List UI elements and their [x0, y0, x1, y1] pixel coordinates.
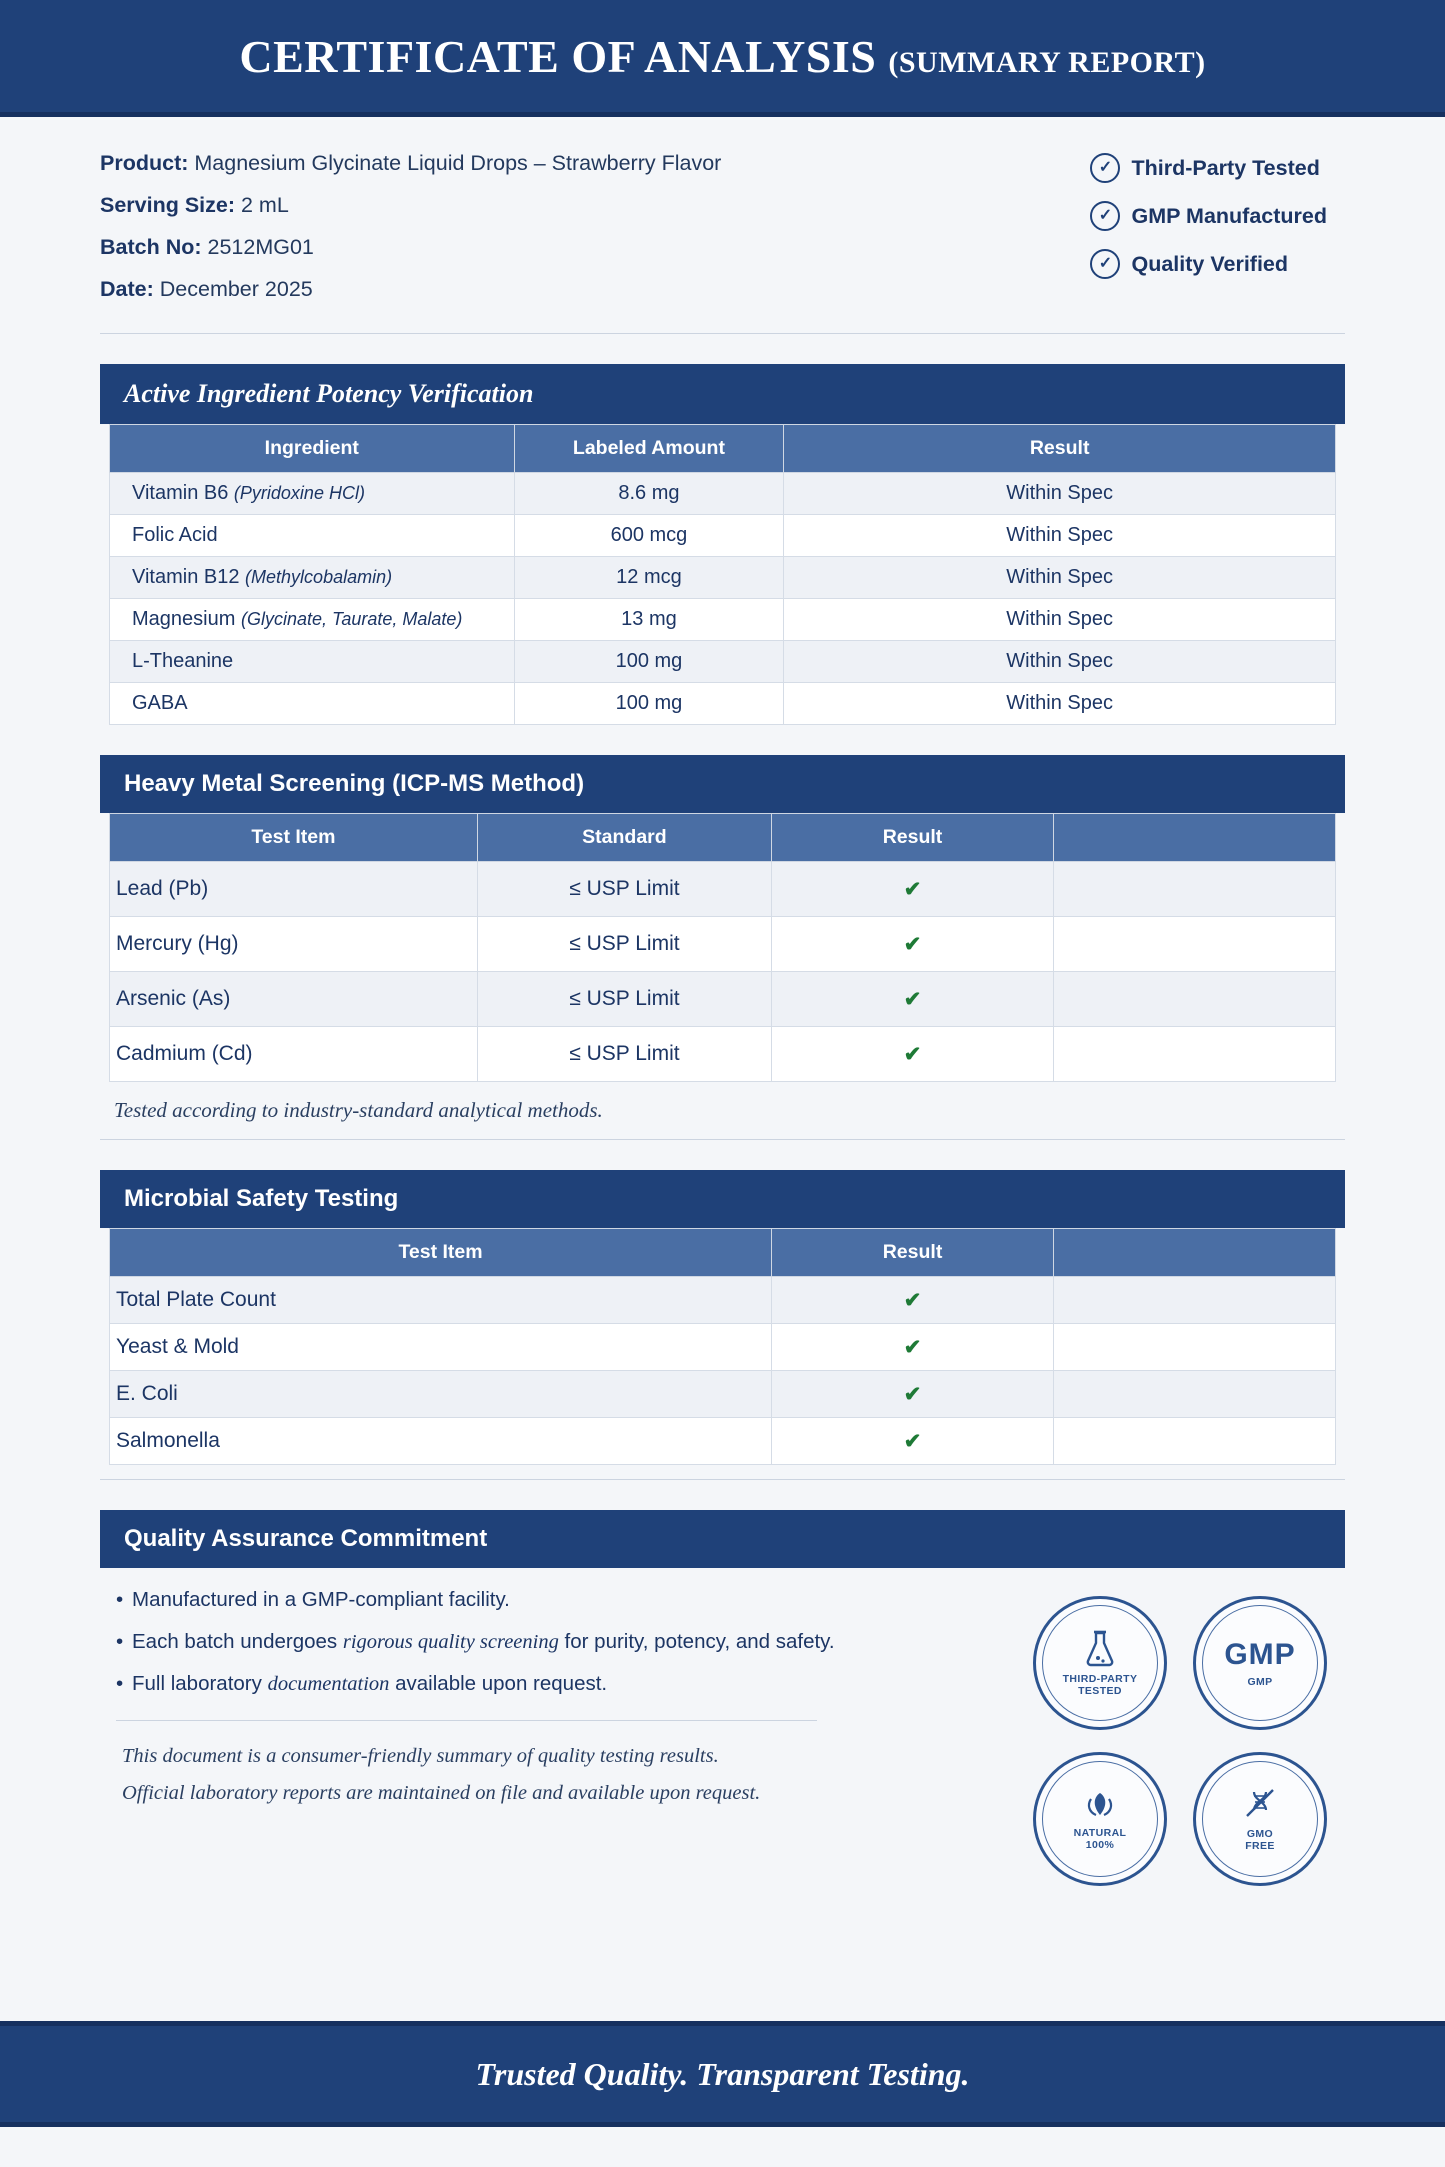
check-circle-icon: ✓ — [1090, 201, 1120, 231]
cell-amount: 8.6 mg — [514, 473, 784, 515]
table-row — [110, 683, 1336, 725]
table-row — [110, 641, 1336, 683]
document-footer — [0, 2021, 1445, 2127]
cell-test-item: Mercury (Hg) — [110, 917, 478, 972]
cell-ingredient — [110, 599, 515, 641]
heavy-metals-note: Tested according to industry-standard analytical methods. — [114, 1098, 603, 1122]
cell-amount: 13 mg — [514, 599, 784, 641]
seal-line-2: 100% — [1085, 1839, 1115, 1851]
col-result: Result — [784, 425, 1336, 473]
meta-label-serving-size: Serving Size: — [100, 193, 236, 217]
cell-standard: ≤ USP Limit — [477, 1027, 771, 1082]
ingredient-name: GABA — [132, 692, 188, 714]
seal-line-1: NATURAL — [1073, 1826, 1127, 1839]
cell-ingredient — [110, 557, 515, 599]
qa-bullet-text-after: available upon request. — [389, 1672, 608, 1695]
certification-seals — [1015, 1588, 1345, 1886]
cell-test-item: Arsenic (As) — [110, 972, 478, 1027]
pass-check-icon: ✔ — [772, 1324, 1054, 1371]
cell-standard: ≤ USP Limit — [477, 917, 771, 972]
third-party-tested-seal — [1033, 1596, 1167, 1730]
cell-test-item: Lead (Pb) — [110, 862, 478, 917]
table-row — [110, 515, 1336, 557]
badge-label: GMP Manufactured — [1131, 203, 1327, 228]
section-header-heavy-metals: Heavy Metal Screening (ICP-MS Method) — [100, 755, 1345, 813]
meta-label-batch-no: Batch No: — [100, 235, 202, 259]
pass-check-icon: ✔ — [772, 917, 1054, 972]
cell-ingredient — [110, 641, 515, 683]
leaf-icon — [1081, 1787, 1119, 1823]
ingredient-name: Folic Acid — [132, 524, 218, 546]
cell-amount: 12 mcg — [514, 557, 784, 599]
potency-table — [109, 424, 1336, 725]
flask-icon — [1083, 1629, 1117, 1669]
seal-line-2: FREE — [1245, 1840, 1275, 1852]
pass-check-icon: ✔ — [772, 862, 1054, 917]
pass-check-icon: ✔ — [772, 1371, 1054, 1418]
cell-test-item: Salmonella — [110, 1418, 772, 1465]
cell-test-item: Cadmium (Cd) — [110, 1027, 478, 1082]
table-row — [110, 1324, 1336, 1371]
cell-result: Within Spec — [784, 641, 1336, 683]
cell-result: Within Spec — [784, 515, 1336, 557]
meta-value-date: December 2025 — [159, 277, 313, 301]
seal-line-2: TESTED — [1078, 1685, 1122, 1697]
table-row — [110, 1418, 1336, 1465]
meta-label-product: Product: — [100, 151, 189, 175]
divider — [116, 1720, 817, 1721]
badge-quality-verified — [1090, 249, 1327, 279]
cell-blank — [1054, 1418, 1336, 1465]
divider — [100, 333, 1345, 334]
cell-blank — [1054, 1277, 1336, 1324]
badge-third-party-tested — [1090, 153, 1327, 183]
table-row — [110, 1027, 1336, 1082]
badge-label: Quality Verified — [1131, 251, 1289, 276]
natural-seal — [1033, 1752, 1167, 1886]
qa-bullet-emphasis: rigorous quality screening — [342, 1631, 559, 1653]
qa-bullet — [116, 1672, 1015, 1696]
cell-standard: ≤ USP Limit — [477, 862, 771, 917]
seal-line-1: THIRD-PARTY — [1062, 1672, 1138, 1685]
ingredient-note: (Pyridoxine HCl) — [233, 483, 365, 503]
badge-label: Third-Party Tested — [1131, 155, 1320, 180]
quality-assurance-body — [100, 1568, 1345, 1886]
disclaimer-line: Official laboratory reports are maintained on file and available upon request. — [122, 1782, 761, 1804]
table-row — [110, 1371, 1336, 1418]
seal-line-1: GMO — [1246, 1827, 1274, 1840]
check-circle-icon: ✓ — [1090, 153, 1120, 183]
cell-result: Within Spec — [784, 683, 1336, 725]
table-row — [110, 917, 1336, 972]
divider — [100, 1479, 1345, 1480]
heavy-metals-table — [109, 813, 1336, 1082]
col-blank — [1054, 1229, 1336, 1277]
col-standard: Standard — [477, 814, 771, 862]
qa-bullet — [116, 1588, 1015, 1612]
document-header — [0, 0, 1445, 117]
product-info — [100, 151, 721, 319]
check-circle-icon: ✓ — [1090, 249, 1120, 279]
ingredient-name: Vitamin B6 — [132, 482, 229, 504]
qa-text-column — [100, 1588, 1015, 1886]
cell-amount: 100 mg — [514, 641, 784, 683]
table-row — [110, 599, 1336, 641]
ingredient-note: (Methylcobalamin) — [245, 567, 393, 587]
col-test-item: Test Item — [110, 814, 478, 862]
gmp-seal — [1193, 1596, 1327, 1730]
qa-bullet — [116, 1630, 1015, 1654]
col-result: Result — [772, 814, 1054, 862]
cell-amount: 600 mcg — [514, 515, 784, 557]
table-row — [110, 557, 1336, 599]
title-main: CERTIFICATE OF ANALYSIS — [239, 30, 877, 82]
cell-result: Within Spec — [784, 473, 1336, 515]
trust-badges — [1090, 151, 1345, 319]
meta-value-product: Magnesium Glycinate Liquid Drops – Strawberry Flavor — [194, 151, 722, 175]
pass-check-icon: ✔ — [772, 1277, 1054, 1324]
ingredient-note: (Glycinate, Taurate, Malate) — [240, 609, 463, 629]
col-ingredient: Ingredient — [110, 425, 515, 473]
cell-test-item: Yeast & Mold — [110, 1324, 772, 1371]
cell-result: Within Spec — [784, 557, 1336, 599]
table-row — [110, 473, 1336, 515]
meta-row-batch-no — [100, 235, 721, 260]
cell-blank — [1054, 862, 1336, 917]
col-blank — [1054, 814, 1336, 862]
section-header-quality-assurance: Quality Assurance Commitment — [100, 1510, 1345, 1568]
cell-test-item: Total Plate Count — [110, 1277, 772, 1324]
cell-blank — [1054, 917, 1336, 972]
table-row — [110, 862, 1336, 917]
table-header-row — [110, 814, 1336, 862]
cell-blank — [1054, 972, 1336, 1027]
table-header-row — [110, 1229, 1336, 1277]
meta-value-batch-no: 2512MG01 — [207, 235, 314, 259]
title-sub: (SUMMARY REPORT) — [888, 45, 1206, 79]
document-meta — [100, 117, 1345, 319]
cell-amount: 100 mg — [514, 683, 784, 725]
table-row — [110, 1277, 1336, 1324]
cell-ingredient — [110, 683, 515, 725]
pass-check-icon: ✔ — [772, 972, 1054, 1027]
cell-result: Within Spec — [784, 599, 1336, 641]
seal-label — [1245, 1828, 1275, 1852]
disclaimer-line: This document is a consumer-friendly summary of quality testing results. — [122, 1745, 719, 1767]
page-title — [239, 30, 1205, 83]
section-header-potency: Active Ingredient Potency Verification — [100, 364, 1345, 424]
col-test-item: Test Item — [110, 1229, 772, 1277]
qa-bullet-emphasis: documentation — [267, 1673, 390, 1695]
cell-standard: ≤ USP Limit — [477, 972, 771, 1027]
pass-check-icon: ✔ — [772, 1027, 1054, 1082]
cell-blank — [1054, 1371, 1336, 1418]
cell-blank — [1054, 1027, 1336, 1082]
col-labeled-amount: Labeled Amount — [514, 425, 784, 473]
badge-gmp-manufactured — [1090, 201, 1327, 231]
seal-label: GMP — [1247, 1675, 1273, 1688]
meta-row-date — [100, 277, 721, 302]
dna-icon — [1241, 1786, 1279, 1824]
meta-row-serving-size — [100, 193, 721, 218]
qa-bullet-text: Full laboratory — [132, 1672, 268, 1695]
qa-bullet-text: Manufactured in a GMP-compliant facility. — [132, 1588, 510, 1611]
ingredient-name: Magnesium — [132, 608, 236, 630]
table-header-row — [110, 425, 1336, 473]
cell-test-item: E. Coli — [110, 1371, 772, 1418]
section-header-microbial: Microbial Safety Testing — [100, 1170, 1345, 1228]
cell-ingredient — [110, 515, 515, 557]
qa-bullet-text: Each batch undergoes — [132, 1630, 343, 1653]
qa-bullet-text-after: for purity, potency, and safety. — [558, 1630, 835, 1653]
col-result: Result — [772, 1229, 1054, 1277]
meta-row-product — [100, 151, 721, 176]
pass-check-icon: ✔ — [772, 1418, 1054, 1465]
footer-tagline: Trusted Quality. Transparent Testing. — [475, 2055, 970, 2092]
meta-label-date: Date: — [100, 277, 154, 301]
ingredient-name: Vitamin B12 — [132, 566, 240, 588]
gmp-icon: GMP — [1224, 1637, 1296, 1671]
ingredient-name: L-Theanine — [132, 650, 234, 672]
table-row — [110, 972, 1336, 1027]
seal-label — [1074, 1827, 1127, 1851]
gmo-free-seal — [1193, 1752, 1327, 1886]
cell-ingredient — [110, 473, 515, 515]
divider — [100, 1139, 1345, 1140]
microbial-table — [109, 1228, 1336, 1465]
meta-value-serving-size: 2 mL — [241, 193, 289, 217]
cell-blank — [1054, 1324, 1336, 1371]
seal-label — [1063, 1673, 1138, 1697]
